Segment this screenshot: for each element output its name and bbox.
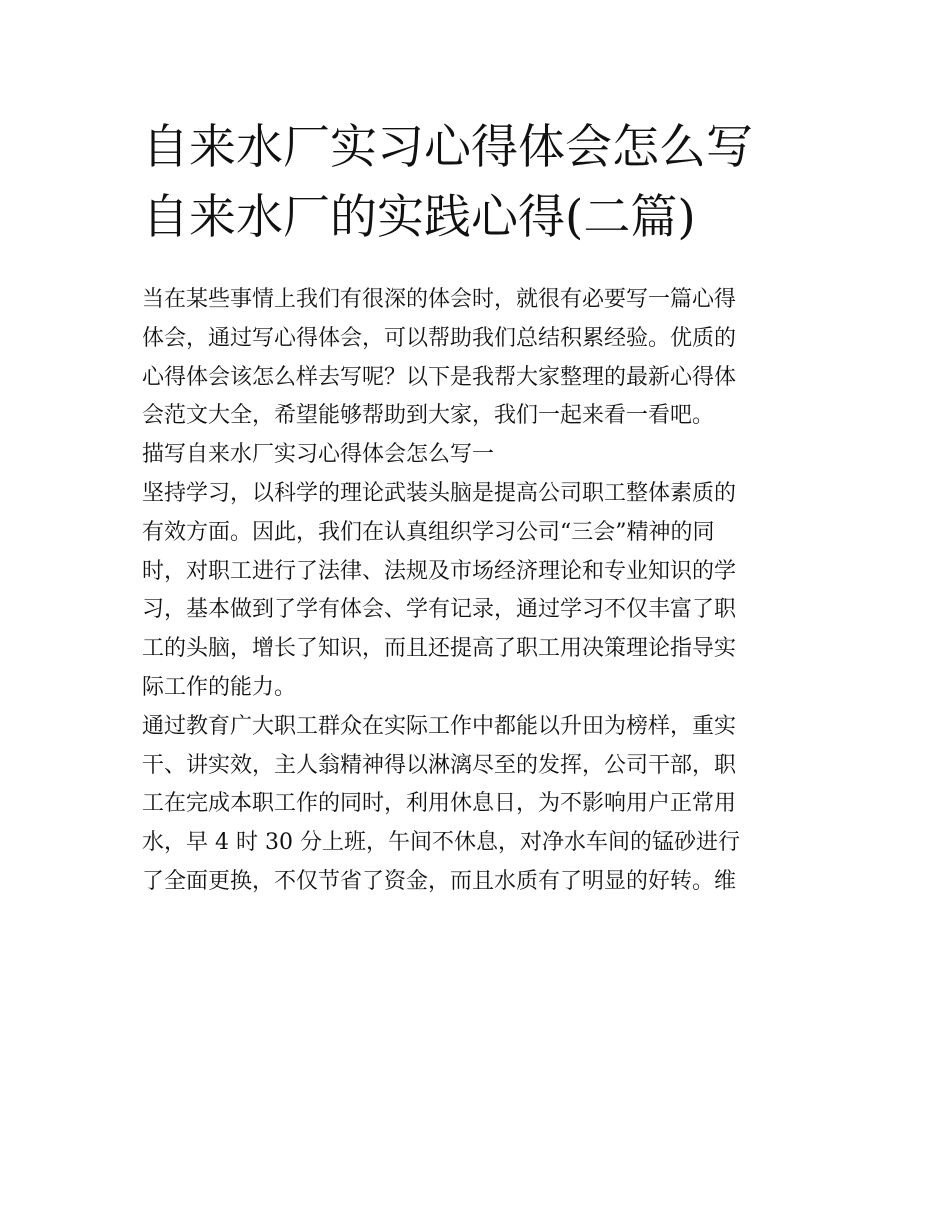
body-line: 坚持学习，以科学的理论武装头脑是提高公司职工整体素质的 (142, 480, 737, 506)
body-line: 当在某些事情上我们有很深的体会时，就很有必要写一篇心得 (142, 287, 737, 312)
document-body (142, 281, 822, 902)
title-line-2: 自来水厂的实践心得(二篇) (142, 190, 696, 245)
body-line: 心得体会该怎么样去写呢？以下是我帮大家整理的最新心得体 (142, 364, 737, 390)
body-line: 会范文大全，希望能够帮助到大家，我们一起来看一看吧。 (142, 403, 715, 429)
body-line: 工的头脑，增长了知识，而且还提高了职工用决策理论指导实 (142, 636, 737, 662)
section-heading: 描写自来水厂实习心得体会怎么写一 (142, 442, 495, 468)
body-line: 了全面更换，不仅节省了资金，而且水质有了明显的好转。维 (142, 868, 737, 894)
body-line: 时，对职工进行了法律、法规及市场经济理论和专业知识的学 (142, 558, 737, 584)
body-line: 水，早 4 时 30 分上班，午间不休息，对净水车间的锰砂进行 (142, 830, 740, 856)
body-line: 工在完成本职工作的同时，利用休息日，为不影响用户正常用 (142, 791, 737, 817)
title-line-1: 自来水厂实习心得体会怎么写 (142, 120, 753, 175)
document-title (142, 113, 842, 253)
body-line: 习，基本做到了学有体会、学有记录，通过学习不仅丰富了职 (142, 597, 737, 623)
body-line: 际工作的能力。 (142, 674, 297, 700)
body-line: 有效方面。因此，我们在认真组织学习公司“三会”精神的同 (142, 519, 715, 545)
body-line: 干、讲实效，主人翁精神得以淋漓尽至的发挥，公司干部，职 (142, 752, 737, 778)
body-line: 体会，通过写心得体会，可以帮助我们总结积累经验。优质的 (142, 325, 737, 351)
body-line: 通过教育广大职工群众在实际工作中都能以升田为榜样，重实 (142, 713, 737, 739)
